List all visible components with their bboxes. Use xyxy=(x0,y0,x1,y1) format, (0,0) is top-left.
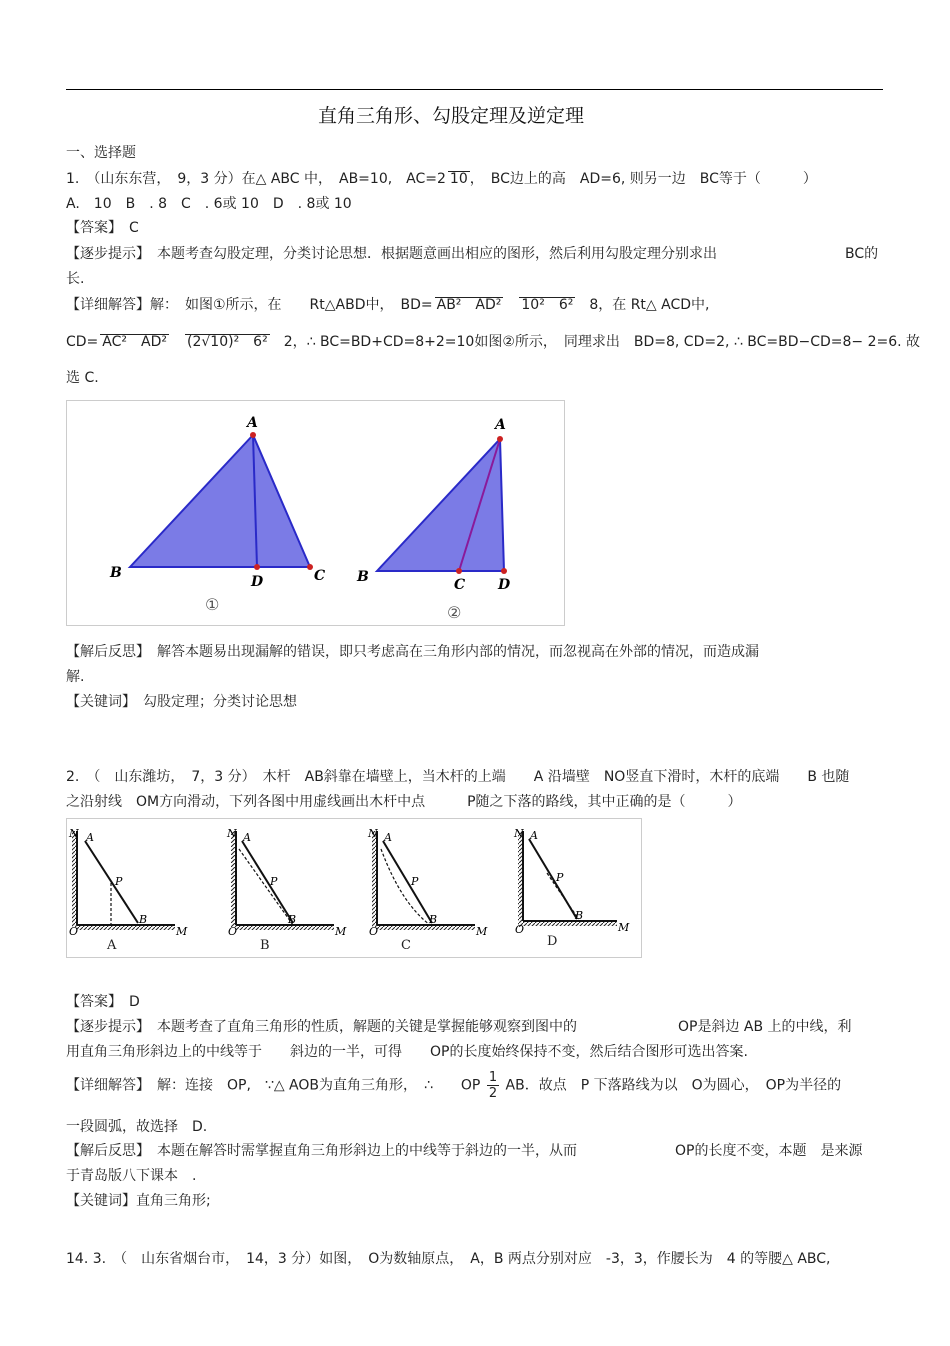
svg-text:P: P xyxy=(411,875,419,888)
svg-text:N: N xyxy=(514,827,524,840)
svg-text:B: B xyxy=(429,913,438,926)
option-b-diagram xyxy=(226,827,347,938)
q1-hint-end: BC的 xyxy=(845,246,879,262)
page-title: 直角三角形、勾股定理及逆定理 xyxy=(318,105,585,127)
q1-detail-line1: 【详细解答】解： 如图①所示，在 Rt△ABD中， BD= AB² AD² 10² 6² 8，在 Rt△ ACD中, xyxy=(66,297,710,313)
option-d-label: D xyxy=(547,934,558,949)
svg-text:A: A xyxy=(384,831,392,844)
svg-text:O: O xyxy=(515,923,525,936)
option-a-diagram xyxy=(68,827,188,938)
q1-stem: 1. （山东东营， 9，3 分）在△ ABC 中， AB=10, AC=2 10 ， BC边上的高 AD=6, 则另一边 BC等于（ ） xyxy=(66,171,817,187)
q1-keywords: 【关键词】 勾股定理；分类讨论思想 xyxy=(66,694,297,710)
svg-text:M: M xyxy=(176,925,188,938)
q2-figure xyxy=(66,818,642,958)
q2-stem-line2: 之沿射线 OM方向滑动，下列各图中用虚线画出木杆中点 P随之下落的路线，其中正确的是（ ） xyxy=(66,794,742,810)
q1-detail-line3: 选 C. xyxy=(66,370,99,386)
q2-stem-line1: 2. （ 山东潍坊， 7，3 分） 木杆 AB斜靠在墙壁上，当木杆的上端 A 沿墙壁 NO竖直下滑时，木杆的底端 B 也随 xyxy=(66,769,850,785)
q2-detail-line2: 一段圆弧，故选择 D. xyxy=(66,1119,208,1135)
svg-text:A: A xyxy=(247,415,258,431)
svg-text:P: P xyxy=(270,875,278,888)
svg-text:C: C xyxy=(314,568,326,584)
option-b-label: B xyxy=(260,938,270,953)
svg-text:N: N xyxy=(368,827,378,840)
triangle-abd-2 xyxy=(377,439,504,571)
svg-text:B: B xyxy=(139,913,148,926)
q2-detail: 【详细解答】 解：连接 OP, ∵△ AOB为直角三角形， ∴ OP $\frac{1}{2}$ AB．故点 P 下落路线为以 O为圆心， OP为半径的 xyxy=(66,1070,842,1101)
svg-text:M: M xyxy=(335,925,347,938)
svg-text:O: O xyxy=(69,925,79,938)
svg-text:P: P xyxy=(115,875,123,888)
figure-1-triangle xyxy=(109,415,325,590)
q2-keywords: 【关键词】直角三角形; xyxy=(66,1193,211,1209)
svg-text:A: A xyxy=(530,829,538,842)
q2-reflection: 【解后反思】 本题在解答时需掌握直角三角形斜边上的中线等于斜边的一半，从而 xyxy=(66,1143,577,1159)
point-a-2 xyxy=(497,436,503,442)
svg-text:A: A xyxy=(243,831,251,844)
svg-text:M: M xyxy=(476,925,488,938)
svg-text:O: O xyxy=(369,925,379,938)
q1-reflection: 【解后反思】 解答本题易出现漏解的错误，即只考虑高在三角形内部的情况，而忽视高在外部的情况，而造成漏 xyxy=(66,644,759,660)
q1-hint: 【逐步提示】 本题考查勾股定理，分类讨论思想．根据题意画出相应的图形，然后利用勾股定理分别求出 xyxy=(66,246,717,262)
q2-reflection-line2: 于青岛版八下课本 . xyxy=(66,1168,197,1184)
figure-2-triangle xyxy=(356,417,511,593)
svg-text:B: B xyxy=(110,565,122,581)
svg-text:D: D xyxy=(251,574,264,590)
point-a-1 xyxy=(250,432,256,438)
figure-caption-1: ① xyxy=(205,595,220,614)
header-rule xyxy=(66,89,883,90)
point-d-2 xyxy=(501,568,507,574)
svg-text:N: N xyxy=(69,827,79,840)
q1-reflection-line2: 解. xyxy=(66,669,85,685)
svg-text:B: B xyxy=(357,569,369,585)
svg-text:B: B xyxy=(288,913,297,926)
q2-hint: 【逐步提示】 本题考查了直角三角形的性质，解题的关键是掌握能够观察到图中的 xyxy=(66,1019,577,1035)
svg-text:O: O xyxy=(228,925,238,938)
option-d-diagram xyxy=(513,827,630,936)
q1-figure xyxy=(66,400,565,626)
section-heading: 一、选择题 xyxy=(66,145,136,161)
q2-hint-line2: 用直角三角形斜边上的中线等于 斜边的一半，可得 OP的长度始终保持不变，然后结合图形可选出答案. xyxy=(66,1044,748,1060)
q14-stem: 14. 3. （ 山东省烟台市， 14，3 分）如图， O为数轴原点， A，B 两点分别对应 -3，3，作腰长为 4 的等腰△ ABC, xyxy=(66,1251,831,1267)
svg-text:M: M xyxy=(618,921,630,934)
q2-reflection-end: OP的长度不变，本题 是来源 xyxy=(675,1143,863,1159)
point-c-2 xyxy=(456,568,462,574)
q1-answer: 【答案】 C xyxy=(66,220,139,236)
svg-text:A: A xyxy=(495,417,506,433)
q1-detail-line2: CD= AC² AD² (2√10)² 6² 2，∴ BC=BD+CD=8+2=10如图②所示， 同理求出 BD=8, CD=2, ∴ BC=BD−CD=8− 2=6. 故 xyxy=(66,334,921,350)
option-a-label: A xyxy=(107,938,117,953)
svg-text:N: N xyxy=(227,827,237,840)
q2-answer: 【答案】 D xyxy=(66,994,140,1010)
svg-text:B: B xyxy=(575,909,584,922)
triangle-abc-1 xyxy=(130,435,310,567)
svg-text:A: A xyxy=(86,831,94,844)
svg-text:C: C xyxy=(454,577,466,593)
q2-hint-end: OP是斜边 AB 上的中线，利 xyxy=(678,1019,852,1035)
q1-options: A. 10 B . 8 C . 6或 10 D . 8或 10 xyxy=(66,196,352,212)
point-c-1 xyxy=(307,564,313,570)
svg-text:P: P xyxy=(556,871,564,884)
figure-caption-2: ② xyxy=(447,603,462,622)
svg-text:D: D xyxy=(498,577,511,593)
option-c-diagram xyxy=(367,827,488,938)
q1-hint-line2: 长. xyxy=(66,271,85,287)
point-d-1 xyxy=(254,564,260,570)
option-c-label: C xyxy=(401,938,411,953)
